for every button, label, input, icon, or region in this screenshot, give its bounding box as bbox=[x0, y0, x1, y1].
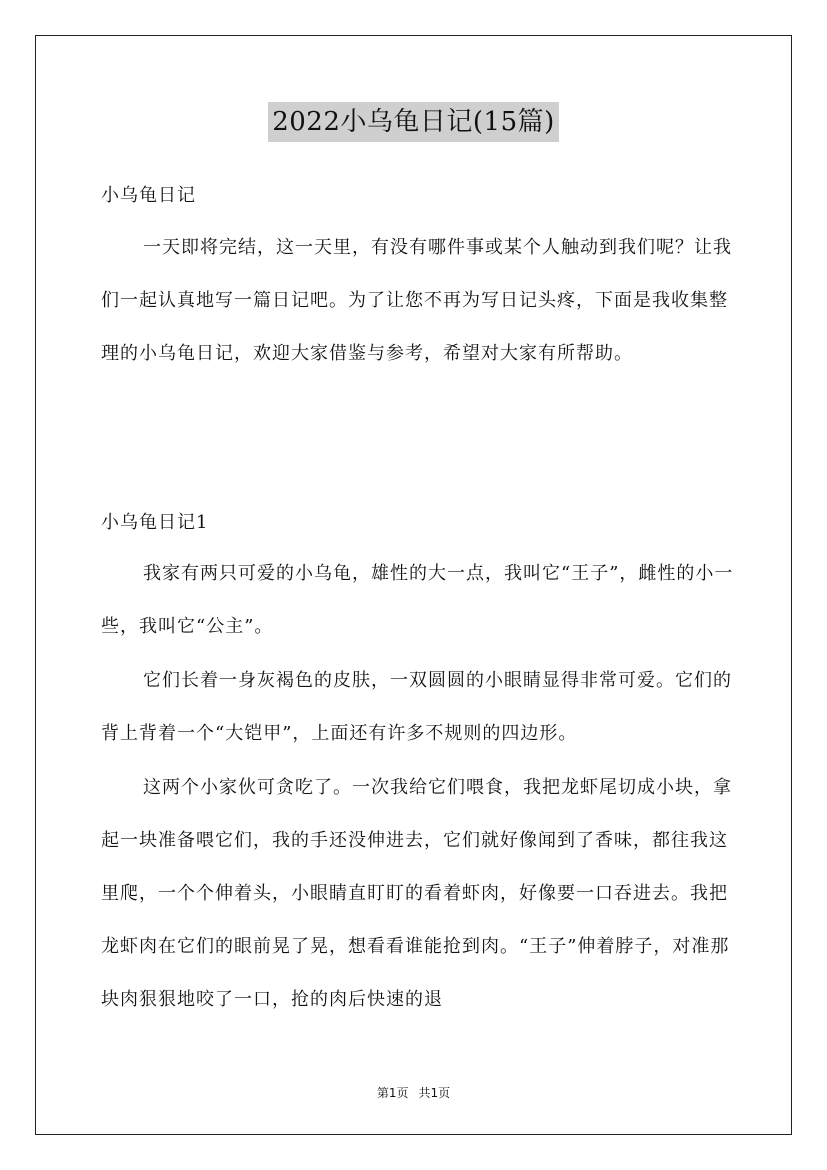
section1-paragraph-1: 我家有两只可爱的小乌龟，雄性的大一点，我叫它“王子”，雌性的小一些，我叫它“公主”。 bbox=[101, 563, 734, 637]
page-footer bbox=[0, 1084, 827, 1101]
section1-paragraph-2: 它们长着一身灰褐色的皮肤，一双圆圆的小眼睛显得非常可爱。它们的背上背着一个“大铠甲”，上面还有许多不规则的四边形。 bbox=[101, 670, 732, 744]
intro-paragraph: 一天即将完结，这一天里，有没有哪件事或某个人触动到我们呢？让我们一起认真地写一篇日记吧。为了让您不再为写日记头疼，下面是我收集整理的小乌龟日记，欢迎大家借鉴与参考，希望对大家有所帮助。 bbox=[101, 237, 732, 364]
page-number-total: 共1页 bbox=[418, 1086, 451, 1100]
intro-heading: 小乌龟日记 bbox=[101, 185, 196, 206]
document-title: 2022小乌龟日记(15篇) bbox=[268, 102, 559, 142]
section1-paragraph-3: 这两个小家伙可贪吃了。一次我给它们喂食，我把龙虾尾切成小块，拿起一块准备喂它们，我的手还没伸进去，它们就好像闻到了香味，都往我这里爬，一个个伸着头，小眼睛直盯盯的看着虾肉，好像要一口吞进去。我把龙虾肉在它们的眼前晃了晃，想看看谁能抢到肉。“王子”伸着脖子，对准那块肉狠狠地咬了一口，抢的肉后快速的退 bbox=[101, 777, 732, 1010]
section1-heading: 小乌龟日记1 bbox=[101, 512, 209, 533]
page-number-current: 第1页 bbox=[376, 1086, 409, 1100]
title-container bbox=[0, 102, 827, 142]
